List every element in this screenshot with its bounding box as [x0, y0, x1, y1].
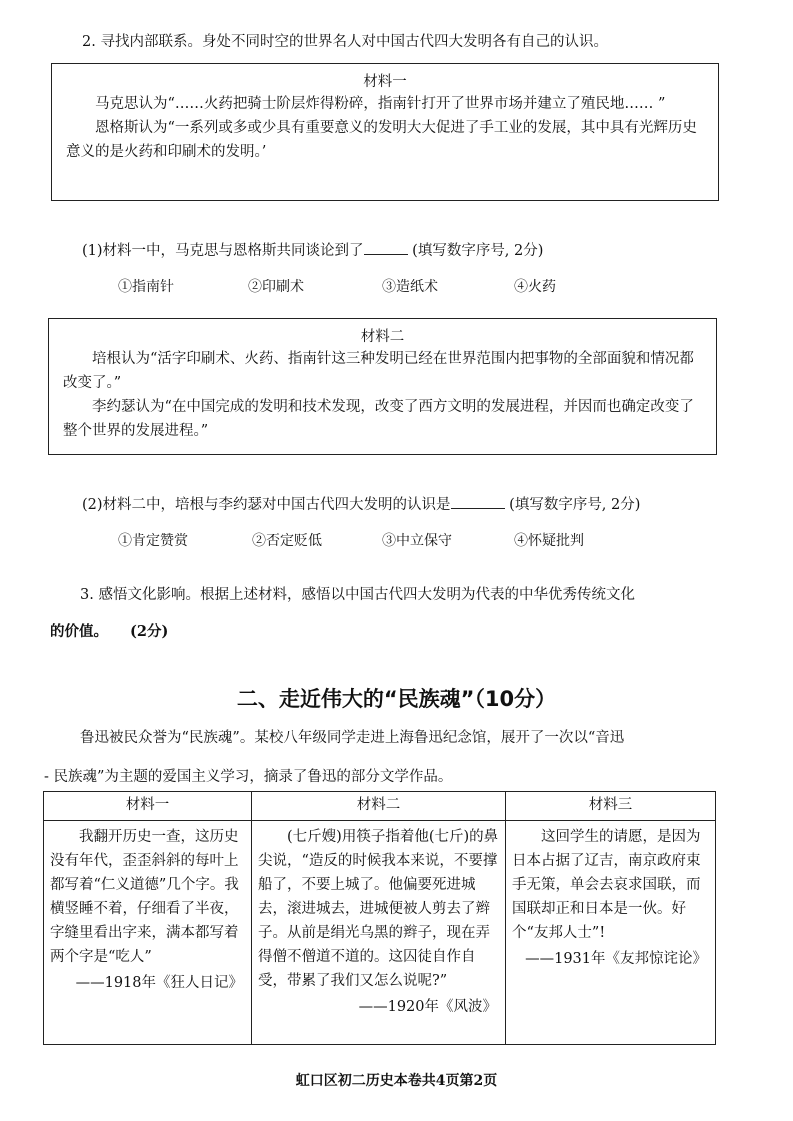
answer-blank-1[interactable]: [364, 240, 408, 255]
page-footer: 虹口区初二历史本卷共4页第2页: [295, 1073, 498, 1089]
fengbo-excerpt: (七斤嫂)用筷子指着他(七斤)的鼻尖说，“造反的时候我本来说，不要撑船了，不要上城了。他偏要死进城去，滚进城去，进城便被人剪去了辫子。从前是绢光乌黑的辫子，现在弄得僧不僧道不道的。这囚徒自作自受，带累了我们又怎么说呢?”: [258, 829, 499, 989]
sub-question-1: [82, 240, 543, 261]
material-1-marx-quote: 马克思认为“……火药把骑士阶层炸得粉碎，指南针打开了世界市场并建立了殖民地…… ”: [95, 96, 666, 112]
material-2-needham-quote: 李约瑟认为“在中国完成的发明和技术发现，改变了西方文明的发展进程，并因而也确定改变了整个世界的发展进程。”: [63, 399, 694, 439]
section-2-title: 二、走近伟大的“民族魂”（10分）: [236, 687, 557, 711]
question-3-value-text: 的价值。: [50, 623, 108, 640]
question-3-line-1: 3. 感悟文化影响。根据上述材料，感悟以中国古代四大发明为代表的中华优秀传统文化: [80, 587, 635, 603]
material-2-title: 材料二: [360, 329, 405, 345]
option-1-1: ①指南针: [118, 279, 174, 295]
answer-blank-2[interactable]: [451, 494, 505, 509]
option-1-2: ②印刷术: [248, 279, 304, 295]
option-1-3: ③造纸术: [382, 279, 438, 295]
option-2-2: ②否定贬低: [252, 533, 322, 549]
fengbo-source: ——1920年《风波》: [358, 999, 497, 1015]
sub-question-2-text: (2)材料二中，培根与李约瑟对中国古代四大发明的认识是: [82, 497, 451, 513]
table-cell-material-1: [44, 821, 252, 1045]
question-3-score: (2分): [130, 623, 169, 640]
option-2-3: ③中立保守: [382, 533, 452, 549]
materials-table: [43, 791, 716, 1045]
materials-table-row: [44, 821, 716, 1045]
sub-question-2: [82, 494, 640, 515]
table-cell-material-2: [252, 821, 506, 1045]
option-1-4: ④火药: [514, 279, 556, 295]
table-header-material-3: 材料三: [506, 792, 716, 821]
youbang-jingcha-lun-source: ——1931年《友邦惊诧论》: [525, 951, 707, 967]
kuangren-riji-excerpt: 我翻开历史一查，这历史没有年代，歪歪斜斜的每叶上都写着“仁义道德”几个字。我横竖睡不着，仔细看了半夜，字缝里看出字来，满本都写着两个字是“吃人”: [50, 829, 239, 965]
materials-table-header-row: [44, 792, 716, 821]
table-header-material-1: 材料一: [44, 792, 252, 821]
material-1-title: 材料一: [363, 74, 407, 90]
youbang-jingcha-lun-excerpt: 这回学生的请愿，是因为日本占据了辽吉，南京政府束手无策，单会去哀求国联，而国联却正和日本是一伙。好个“友邦人士”!: [512, 829, 701, 941]
option-2-4: ④怀疑批判: [514, 533, 584, 549]
table-header-material-2: 材料二: [252, 792, 506, 821]
kuangren-riji-source: ——1918年《狂人日记》: [75, 975, 243, 991]
sub-question-1-text: (1)材料一中，马克思与恩格斯共同谈论到了: [82, 243, 364, 259]
table-cell-material-3: [506, 821, 716, 1045]
material-2-box: [48, 318, 717, 455]
option-2-1: ①肯定赞赏: [118, 533, 188, 549]
sub-question-2-instruction: (填写数字序号, 2分): [504, 497, 641, 513]
section-2-intro-line-1: 鲁迅被民众誉为“民族魂”。某校八年级同学走进上海鲁迅纪念馆，展开了一次以“音迅: [80, 730, 625, 746]
sub-question-1-instruction: (填写数字序号, 2分): [407, 243, 544, 259]
section-2-intro-line-2: - 民族魂”为主题的爱国主义学习，摘录了鲁迅的部分文学作品。: [44, 769, 453, 785]
material-1-box: [51, 63, 719, 201]
question-3-line-2: [50, 622, 168, 642]
material-1-engels-quote: 恩格斯认为“一系列或多或少具有重要意义的发明大大促进了手工业的发展，其中具有光辉历史意义的是火药和印刷术的发明。’: [66, 120, 697, 160]
question-2-stem: 2. 寻找内部联系。身处不同时空的世界名人对中国古代四大发明各有自己的认识。: [82, 34, 608, 50]
material-2-bacon-quote: 培根认为“活字印刷术、火药、指南针这三种发明已经在世界范围内把事物的全部面貌和情况都改变了。”: [63, 351, 694, 391]
